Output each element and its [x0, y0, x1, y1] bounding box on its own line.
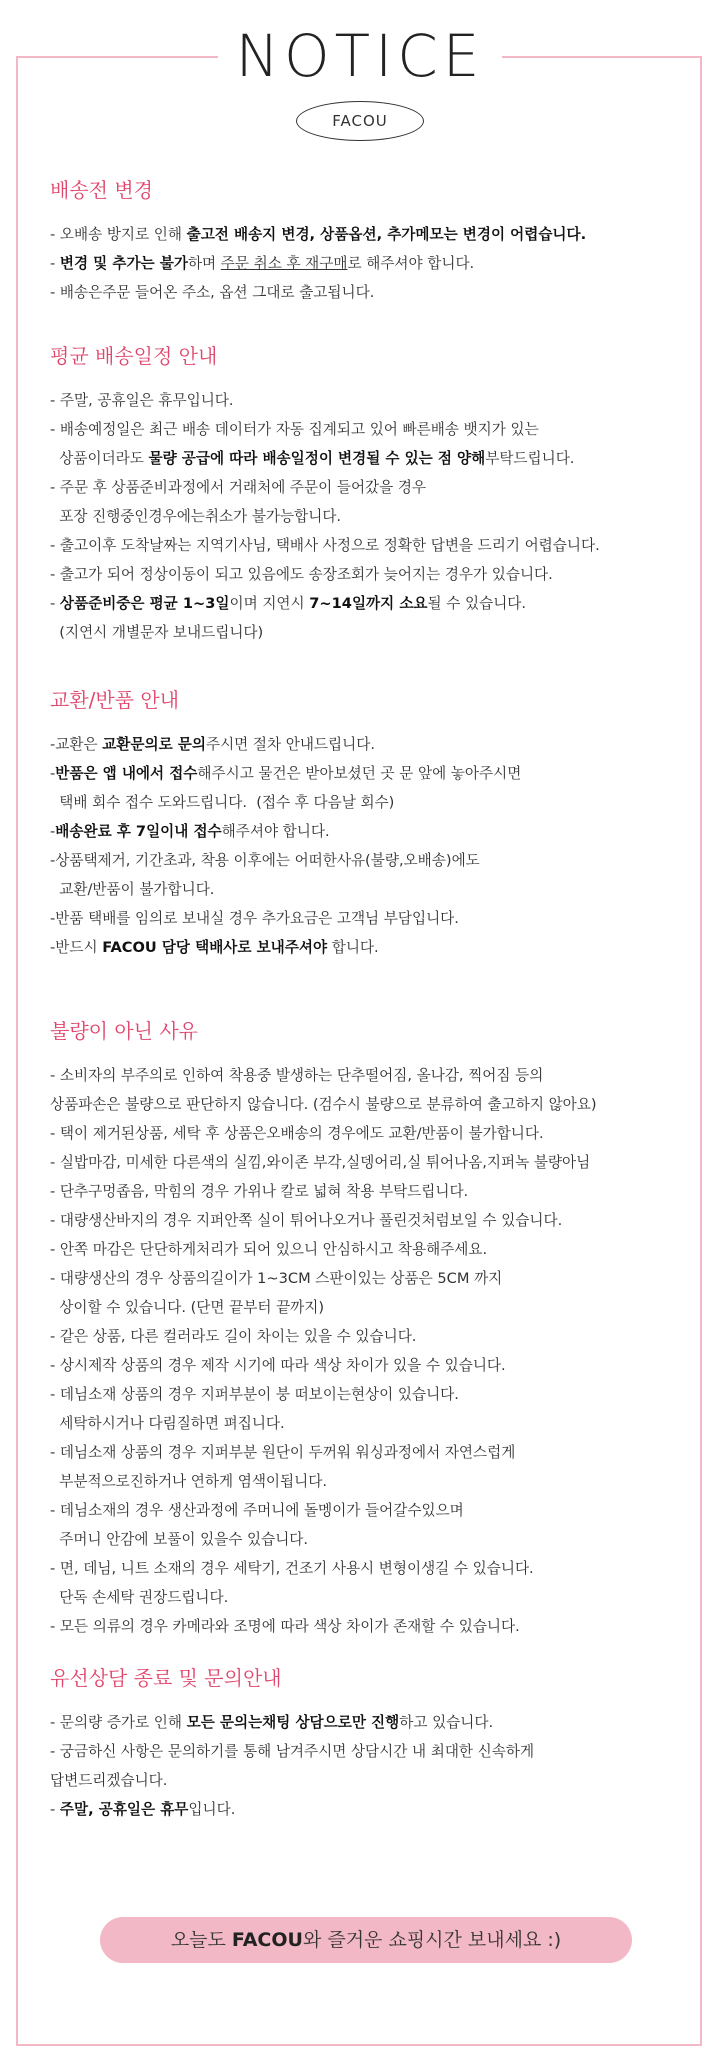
notice-line: [50, 1583, 690, 1612]
line-text: 교환/반품이 불가합니다.: [50, 881, 215, 898]
notice-line: [50, 730, 690, 759]
section-shipping-change: [50, 176, 690, 307]
line-text: - 모든 의류의 경우 카메라와 조명에 따라 색상 차이가 존재할 수 있습니다.: [50, 1618, 520, 1635]
line-text: - 실밥마감, 미세한 다른색의 실낌,와이존 부각,실뎅어리,실 튀어나옴,지퍼녹 불량아님: [50, 1154, 591, 1171]
line-text: - 주말, 공휴일은 휴무입니다.: [50, 392, 234, 409]
line-text: 단독 손세탁 권장드립니다.: [50, 1589, 229, 1606]
notice-line: [50, 1090, 690, 1119]
line-text: 입니다.: [188, 1801, 236, 1818]
notice-line: [50, 1467, 690, 1496]
line-text: 포장 진행중인경우에는취소가 불가능합니다.: [50, 508, 342, 525]
section-heading: 배송전 변경: [50, 178, 153, 202]
notice-line: [50, 1206, 690, 1235]
emphasis-text: 7~14일까지 소요: [309, 595, 428, 612]
emphasis-text: 상품준비중은 평균 1~3일: [59, 595, 230, 612]
notice-line: [50, 1264, 690, 1293]
section-heading: 교환/반품 안내: [50, 688, 180, 712]
line-text: - 대량생산바지의 경우 지퍼안쪽 실이 튀어나오거나 풀린것처럼보일 수 있습니다.: [50, 1212, 563, 1229]
notice-line: [50, 759, 690, 788]
notice-line: [50, 278, 690, 307]
notice-line: [50, 875, 690, 904]
line-text: -: [50, 255, 60, 272]
notice-line: [50, 846, 690, 875]
notice-line: [50, 444, 690, 473]
line-text: - 대량생산의 경우 상품의길이가 1~3CM 스판이있는 상품은 5CM 까지: [50, 1270, 503, 1287]
notice-line: [50, 502, 690, 531]
line-text: - 데님소재 상품의 경우 지퍼부분이 붕 떠보이는현상이 있습니다.: [50, 1386, 459, 1403]
notice-line: [50, 1766, 690, 1795]
notice-line: [50, 560, 690, 589]
notice-line: [50, 1525, 690, 1554]
closing-brand: FACOU: [231, 1929, 303, 1951]
section-exchange-return: [50, 686, 690, 962]
line-text: 상품파손은 불량으로 판단하지 않습니다. (검수시 불량으로 분류하여 출고하지 않아요): [50, 1096, 597, 1113]
line-text: 될 수 있습니다.: [427, 595, 527, 612]
line-text: - 주문 후 상품준비과정에서 거래처에 주문이 들어갔을 경우: [50, 479, 427, 496]
notice-line: [50, 1351, 690, 1380]
line-text: - 단추구멍좁음, 막힘의 경우 가위나 칼로 넓혀 착용 부탁드립니다.: [50, 1183, 469, 1200]
line-text: - 오배송 방지로 인해: [50, 226, 187, 243]
notice-line: [50, 1409, 690, 1438]
emphasis-text: FACOU 담당 택배사로 보내주셔야: [102, 939, 328, 956]
line-text: 해주셔야 합니다.: [221, 823, 330, 840]
line-text: -교환은: [50, 736, 103, 753]
line-text: - 문의량 증가로 인해: [50, 1714, 187, 1731]
line-text: - 소비자의 부주의로 인하여 착용중 발생하는 단추떨어짐, 올나감, 찍어짐 등의: [50, 1067, 544, 1084]
notice-line: [50, 1708, 690, 1737]
line-text: 주시면 절차 안내드립니다.: [205, 736, 375, 753]
notice-line: [50, 1235, 690, 1264]
line-text: - 택이 제거된상품, 세탁 후 상품은오배송의 경우에도 교환/반품이 불가합니다.: [50, 1125, 544, 1142]
line-text: - 배송예정일은 최근 배송 데이터가 자동 집계되고 있어 빠른배송 뱃지가 있는: [50, 421, 539, 438]
section-heading: 유선상담 종료 및 문의안내: [50, 1666, 282, 1690]
notice-line: [50, 618, 690, 647]
notice-line: [50, 933, 690, 962]
line-text: -: [50, 765, 56, 782]
line-text: 상품이더라도: [50, 450, 149, 467]
line-text: 로 해주셔야 합니다.: [347, 255, 475, 272]
line-text: 세탁하시거나 다림질하면 펴집니다.: [50, 1415, 285, 1432]
closing-message: [100, 1917, 632, 1963]
line-text: 합니다.: [327, 939, 379, 956]
notice-line: [50, 1612, 690, 1641]
line-text: - 면, 데님, 니트 소재의 경우 세탁기, 건조기 사용시 변형이생길 수 있습니다.: [50, 1560, 534, 1577]
notice-line: [50, 788, 690, 817]
notice-line: [50, 904, 690, 933]
line-text: 상이할 수 있습니다. (단면 끝부터 끝까지): [50, 1299, 325, 1316]
notice-line: [50, 531, 690, 560]
notice-line: [50, 1177, 690, 1206]
line-text: -: [50, 1801, 60, 1818]
line-text: 이며 지연시: [229, 595, 310, 612]
closing-pre: 오늘도: [170, 1929, 232, 1951]
line-text: - 상시제작 상품의 경우 제작 시기에 따라 색상 차이가 있을 수 있습니다.: [50, 1357, 506, 1374]
section-heading: 평균 배송일정 안내: [50, 344, 218, 368]
line-text: - 배송은주문 들어온 주소, 옵션 그대로 출고됩니다.: [50, 284, 375, 301]
closing-post: 와 즐거운 쇼핑시간 보내세요 :): [302, 1929, 562, 1951]
line-text: (지연시 개별문자 보내드립니다): [50, 624, 264, 641]
line-text: 답변드리겠습니다.: [50, 1772, 168, 1789]
line-text: - 안쪽 마감은 단단하게처리가 되어 있으니 안심하시고 착용해주세요.: [50, 1241, 488, 1258]
notice-line: [50, 1148, 690, 1177]
line-text: 하며: [187, 255, 221, 272]
notice-line: [50, 589, 690, 618]
line-text: -반품 택배를 임의로 보내실 경우 추가요금은 고객님 부담입니다.: [50, 910, 459, 927]
section-heading: 불량이 아닌 사유: [50, 1019, 198, 1043]
section-delivery-schedule: [50, 342, 690, 647]
notice-line: [50, 415, 690, 444]
line-text: - 출고가 되어 정상이동이 되고 있음에도 송장조회가 늦어지는 경우가 있습니다.: [50, 566, 553, 583]
notice-line: [50, 1293, 690, 1322]
section-not-defect: [50, 1017, 690, 1641]
notice-line: [50, 1795, 690, 1824]
line-text: - 출고이후 도착날짜는 지역기사님, 택배사 사정으로 정확한 답변을 드리기 어렵습니다.: [50, 537, 600, 554]
line-text: 부분적으로진하거나 연하게 염색이됩니다.: [50, 1473, 327, 1490]
notice-line: [50, 1438, 690, 1467]
line-text: -: [50, 595, 60, 612]
brand-badge: FACOU: [296, 101, 424, 141]
emphasis-text: 변경 및 추가는 불가: [59, 255, 188, 272]
notice-line: [50, 386, 690, 415]
emphasis-text: 반품은 앱 내에서 접수: [55, 765, 198, 782]
notice-line: [50, 1061, 690, 1090]
notice-line: [50, 1737, 690, 1766]
notice-line: [50, 473, 690, 502]
line-text: - 같은 상품, 다른 컬러라도 길이 차이는 있을 수 있습니다.: [50, 1328, 417, 1345]
notice-line: [50, 1496, 690, 1525]
line-text: -반드시: [50, 939, 103, 956]
emphasis-text: 모든 문의는채팅 상담으로만 진행: [186, 1714, 400, 1731]
line-text: -: [50, 823, 56, 840]
title-wrap: [0, 18, 720, 94]
line-text: -상품택제거, 기간초과, 착용 이후에는 어떠한사유(불량,오배송)에도: [50, 852, 480, 869]
section-inquiry: [50, 1664, 690, 1824]
notice-line: [50, 249, 690, 278]
line-text: - 데님소재 상품의 경우 지퍼부분 원단이 두꺼워 워싱과정에서 자연스럽게: [50, 1444, 516, 1461]
notice-line: [50, 1322, 690, 1351]
line-text: 해주시고 물건은 받아보셨던 곳 문 앞에 놓아주시면: [197, 765, 522, 782]
notice-line: [50, 1119, 690, 1148]
page-title: NOTICE: [218, 18, 503, 94]
line-text: - 궁금하신 사항은 문의하기를 통해 남겨주시면 상담시간 내 최대한 신속하게: [50, 1743, 535, 1760]
line-text: 부탁드립니다.: [485, 450, 575, 467]
emphasis-text: 배송완료 후 7일이내 접수: [55, 823, 222, 840]
line-text: 주머니 안감에 보풀이 있을수 있습니다.: [50, 1531, 309, 1548]
notice-line: [50, 817, 690, 846]
notice-line: [50, 220, 690, 249]
emphasis-text: 주말, 공휴일은 휴무: [59, 1801, 189, 1818]
notice-line: [50, 1554, 690, 1583]
emphasis-text: 출고전 배송지 변경, 상품옵션, 추가메모는 변경이 어렵습니다.: [186, 226, 587, 243]
underlined-text: 주문 취소 후 재구매: [220, 255, 348, 272]
notice-line: [50, 1380, 690, 1409]
line-text: - 데님소재의 경우 생산과정에 주머니에 돌멩이가 들어갈수있으며: [50, 1502, 464, 1519]
line-text: 하고 있습니다.: [399, 1714, 494, 1731]
emphasis-text: 교환문의로 문의: [102, 736, 206, 753]
line-text: 택배 회수 접수 도와드립니다. (접수 후 다음날 회수): [50, 794, 395, 811]
emphasis-text: 물량 공급에 따라 배송일정이 변경될 수 있는 점 양해: [148, 450, 486, 467]
